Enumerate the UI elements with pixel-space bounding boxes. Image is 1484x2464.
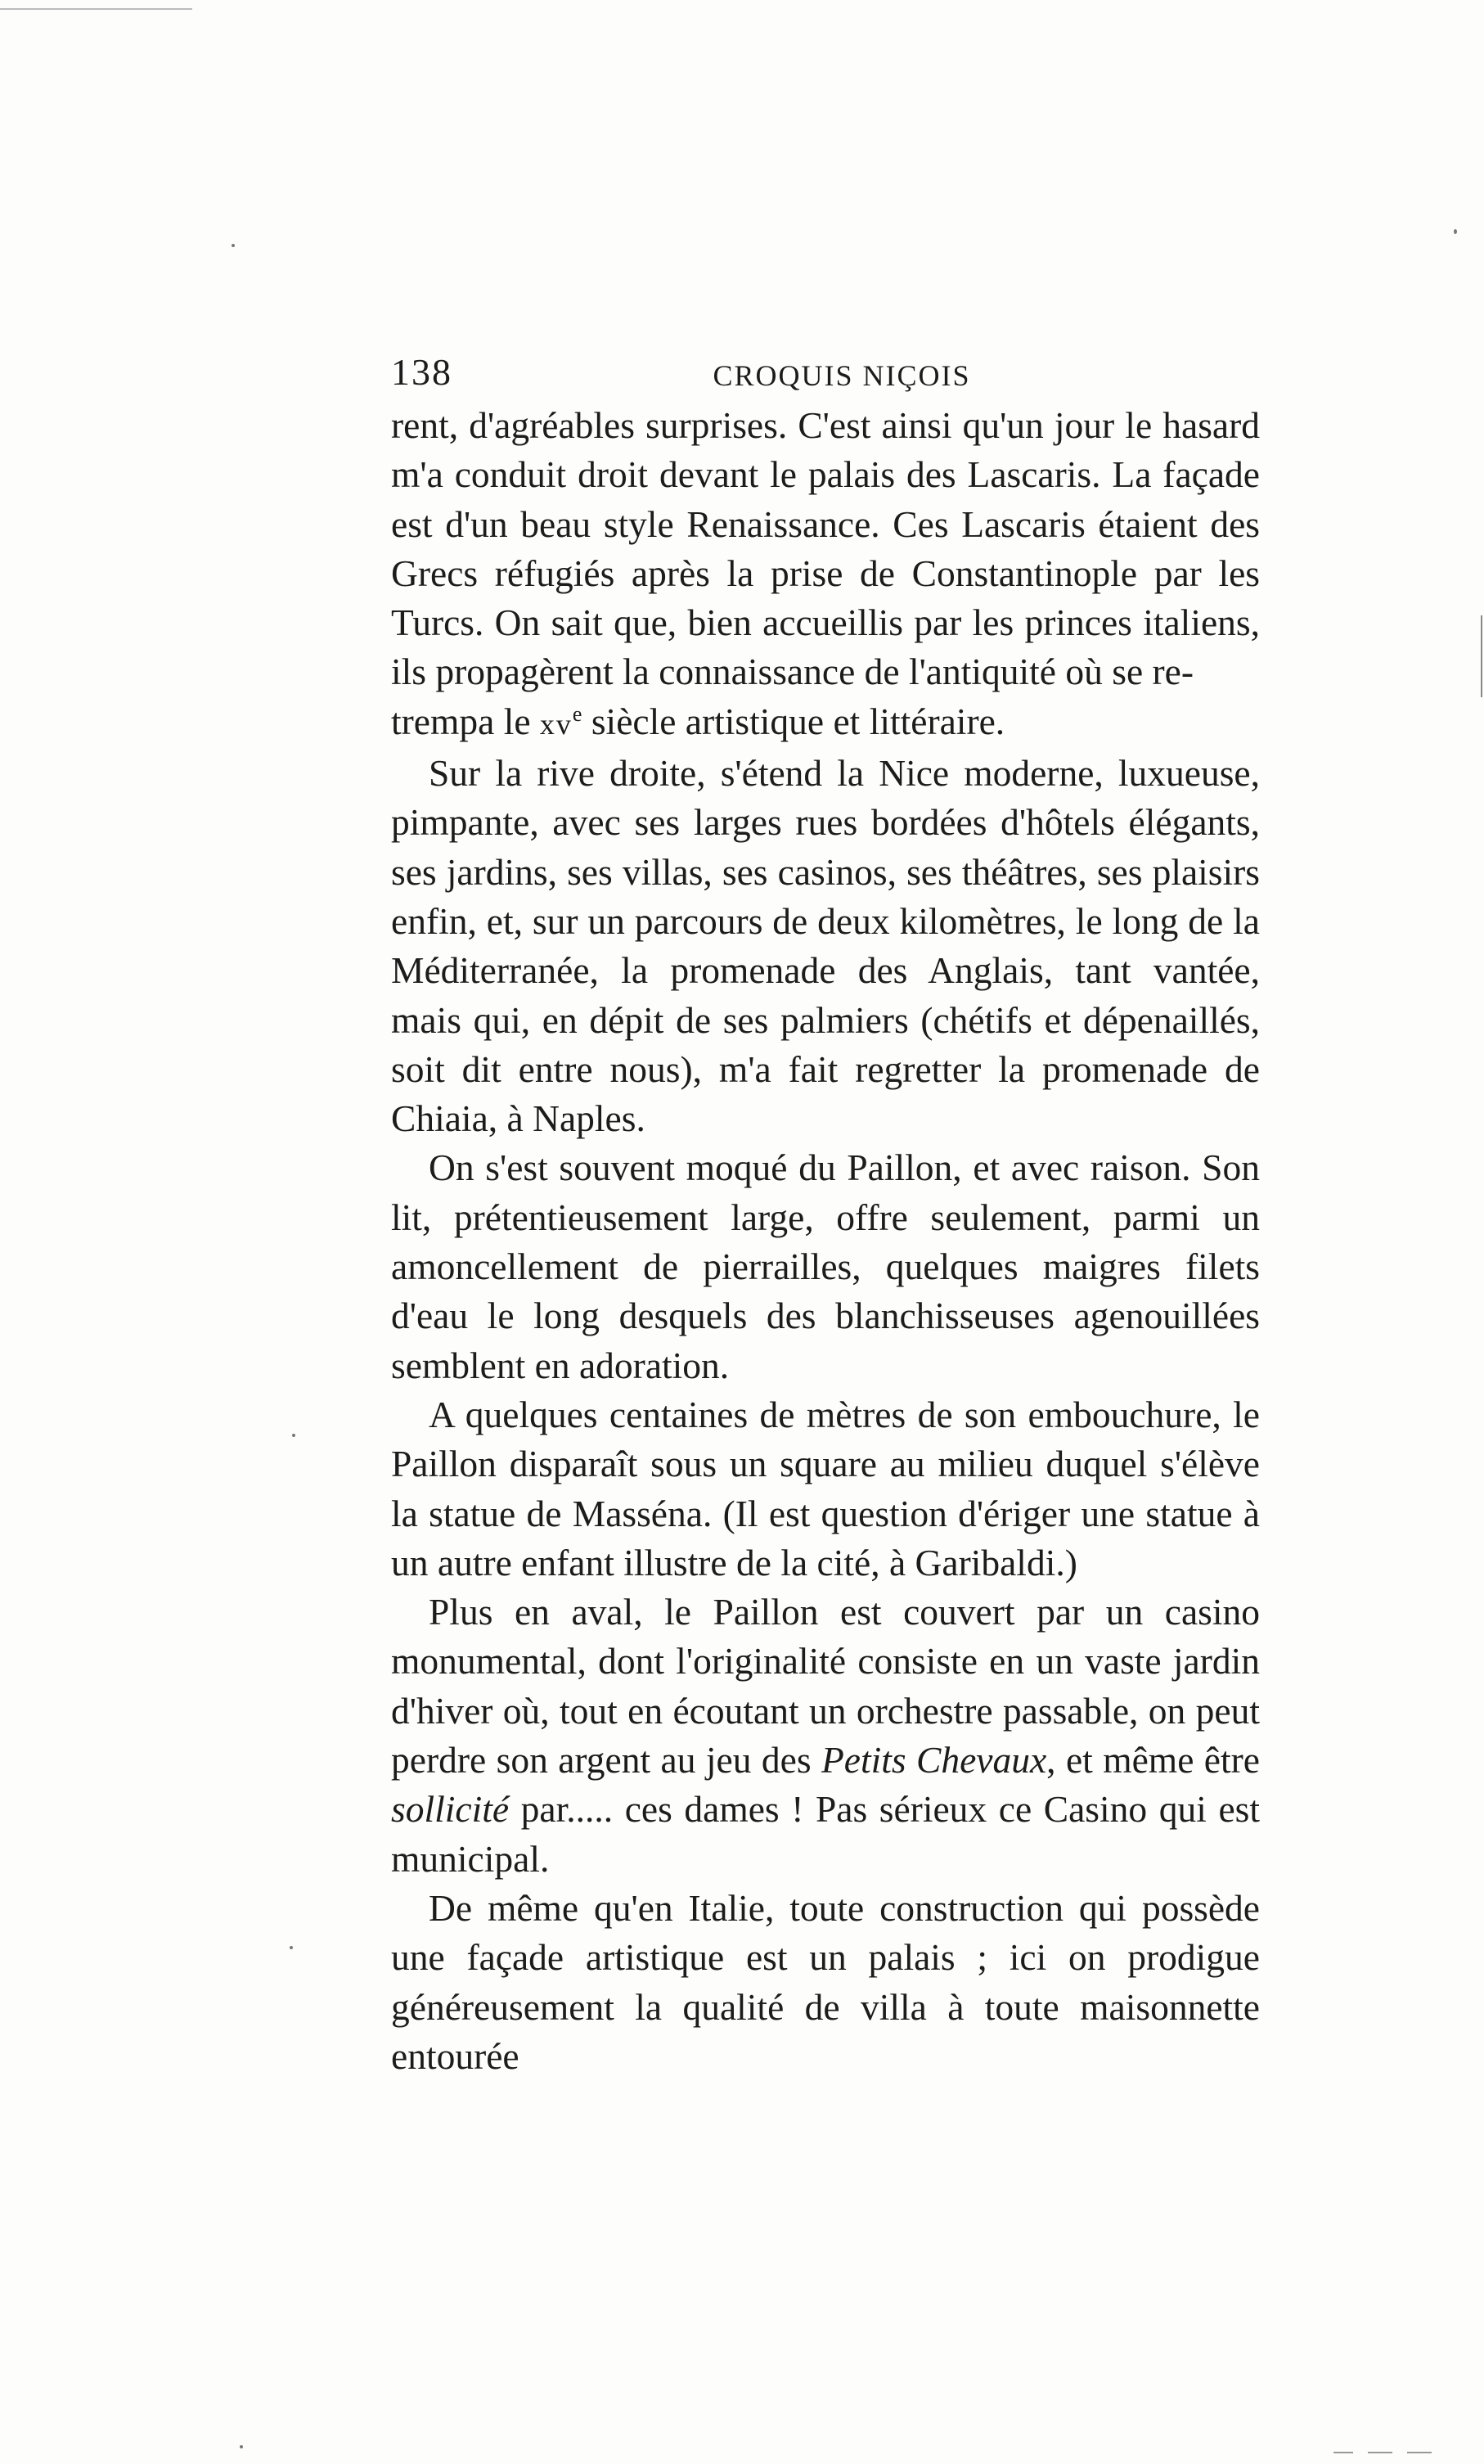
- italic-sollicite: sollicité: [391, 1788, 510, 1831]
- paragraph-5-part-2: , et même être: [1046, 1739, 1260, 1782]
- ink-speck: [1454, 229, 1457, 234]
- paragraph-1: [391, 401, 1260, 749]
- italic-petits-chevaux: Petits Chevaux: [821, 1739, 1047, 1782]
- paragraph-4: A quelques centaines de mètres de son embouchure, le Paillon disparaît sous un square au milieu duquel s'élève la statue de Masséna. (Il est question d'ériger une statue à un autre enfant illustre de la cité, à Garibaldi.): [391, 1393, 1260, 1583]
- page-number: 138: [391, 351, 452, 393]
- paragraph-1-text: rent, d'agréables surprises. C'est ainsi qu'un jour le hasard m'a conduit droit devant le palais des Lascaris. La façade est d'un beau style Renaissance. Ces Lascaris étaient des Grecs réfugiés après la prise de Constantinople par les Turcs. On sait que, bien accueillis par les princes italiens, ils propagèrent la connaissance de l'antiquité où se re-: [391, 404, 1260, 693]
- running-title: CROQUIS NIÇOIS: [713, 359, 971, 392]
- ink-speck: [240, 2445, 243, 2448]
- ink-speck: [292, 1434, 295, 1437]
- paragraph-1-line-end: siècle artistique et littéraire.: [582, 700, 1005, 742]
- paragraph-5-part-1: Plus en aval, le Paillon est couvert par un casino monumental, dont l'originalité consiste en un vaste jardin d'hiver où, tout en écoutant un orchestre passable, on peut perdre son argent au jeu des: [391, 1591, 1260, 1782]
- paragraph-3: On s'est souvent moqué du Paillon, et avec raison. Son lit, prétentieusement large, offre seulement, parmi un amoncellement de pierrailles, quelques maigres filets d'eau le long desquels des blanchisseuses agenouillées semblent en adoration.: [391, 1146, 1260, 1386]
- ink-speck: [232, 244, 235, 247]
- margin-mark: [1481, 615, 1482, 697]
- paragraph-6: De même qu'en Italie, toute construction qui possède une façade artistique est un palais ; ici on prodigue généreusement la qualité de villa à toute maisonnette entourée: [391, 1886, 1260, 2077]
- edge-dash: [1407, 2452, 1432, 2453]
- edge-dash: [1333, 2452, 1353, 2453]
- paragraph-5: [391, 1588, 1260, 1884]
- top-edge-rule: [0, 8, 192, 10]
- paragraph-1-line-start: trempa le: [391, 700, 540, 742]
- edge-dash: [1368, 2452, 1392, 2453]
- century-numeral: xv: [539, 707, 573, 741]
- body-text: [391, 401, 1260, 2081]
- paragraph-2: Sur la rive droite, s'étend la Nice moderne, luxueuse, pimpante, avec ses larges rues bordées d'hôtels élégants, ses jardins, ses villas, ses casinos, ses théâtres, ses plaisirs enfin, et, sur un parcours de deux kilomètres, le long de la Méditerranée, la promenade des Anglais, tant vantée, mais qui, en dépit de ses palmiers (chétifs et dépenaillés, soit dit entre nous), m'a fait regretter la promenade de Chiaia, à Naples.: [391, 752, 1260, 1140]
- paragraph-5-part-3: par..... ces dames ! Pas sérieux ce Casino qui est municipal.: [391, 1788, 1260, 1880]
- century-superscript: e: [572, 701, 582, 726]
- page-header: [391, 350, 1260, 399]
- ink-speck: [290, 1946, 293, 1949]
